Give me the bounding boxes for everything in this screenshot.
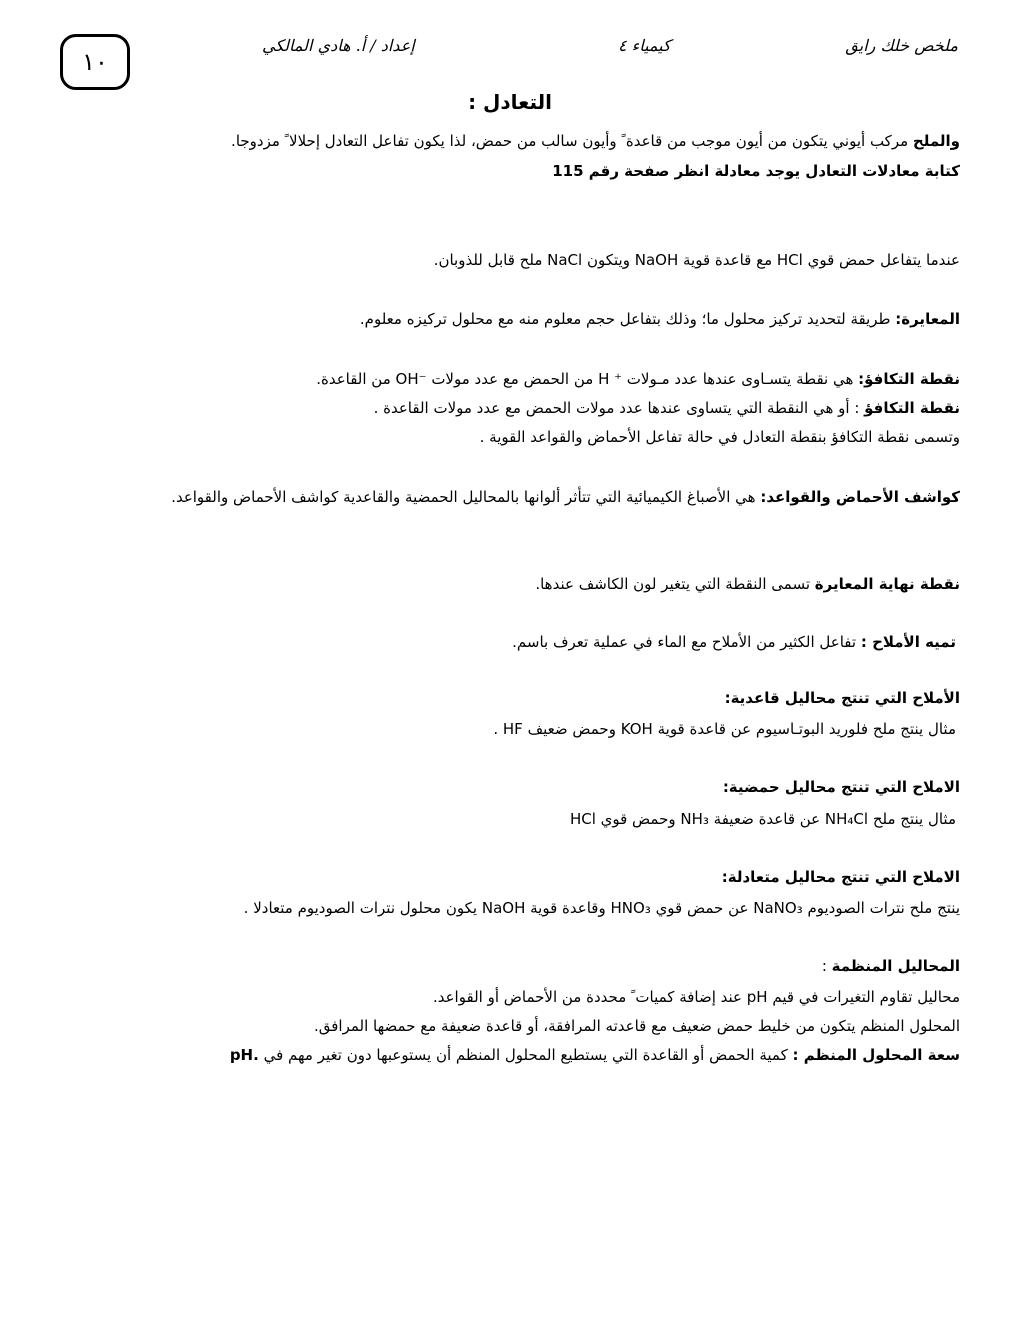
buffers-heading-line: [822, 955, 960, 977]
basic-salts-example: [493, 718, 956, 740]
buffer-capacity-definition: [230, 1044, 960, 1066]
hydrolysis-text: تفاعل الكثير من الأملاح مع الماء في عملية تعرف باسم.: [512, 633, 861, 651]
hydrolysis-definition: [512, 631, 956, 653]
acidic-salts-text-3: وحمض قوي: [595, 810, 681, 828]
equivalence-point-definition-1: [316, 368, 960, 390]
header-author: إعداد / أ. هادي المالكي: [262, 36, 415, 55]
equivalence-term-2: نقطة التكافؤ: [864, 399, 960, 417]
formula-ph-2: pH.: [229, 1046, 259, 1064]
indicators-text: هي الأصباغ الكيميائية التي تتأثر ألوانها بالمحاليل الحمضية والقاعدية كواشف الأحماض والقواعد.: [171, 488, 761, 506]
neutral-salts-heading: الاملاح التي تنتج محاليل متعادلة:: [721, 868, 960, 886]
indicators-definition: [100, 482, 960, 512]
hydrolysis-term: تميه الأملاح :: [860, 633, 956, 651]
example-text-2: مع قاعدة قوية: [678, 251, 777, 269]
indicators-term: كواشف الأحماض والقواعد:: [760, 488, 960, 506]
neutral-salts-text-4: يكون محلول نترات الصوديوم متعادلا .: [243, 899, 482, 917]
basic-salts-text-2: وحمض ضعيف: [522, 720, 621, 738]
formula-ph: pH: [746, 988, 768, 1006]
formula-nh3: NH₃: [680, 810, 709, 828]
acidic-salts-text-1: مثال ينتج ملح: [868, 810, 956, 828]
formula-nacl: NaCl: [547, 251, 583, 269]
buffers-text-2: عند إضافة كميات ً محددة من الأحماض أو القواعد.: [432, 988, 747, 1006]
formula-nano3: NaNO₃: [753, 899, 803, 917]
equivalence-note: وتسمى نقطة التكافؤ بنقطة التعادل في حالة تفاعل الأحماض والقواعد القوية .: [479, 428, 960, 446]
buffers-composition: المحلول المنظم يتكون من خليط حمض ضعيف مع قاعدته المرافقة، أو قاعدة ضعيفة مع حمضها المرافق.: [313, 1017, 960, 1035]
titration-text: طريقة لتحديد تركيز محلول ما؛ وذلك بتفاعل حجم معلوم منه مع محلول تركيزه معلوم.: [359, 310, 896, 328]
basic-salts-text-3: .: [493, 720, 503, 738]
page-title: التعادل :: [468, 90, 552, 114]
end-point-text: تسمى النقطة التي يتغير لون الكاشف عندها.: [535, 575, 815, 593]
page-number-badge: ١٠: [60, 34, 130, 90]
acidic-salts-text-2: عن قاعدة ضعيفة: [708, 810, 825, 828]
buffer-capacity-text: كمية الحمض أو القاعدة التي يستطيع المحلول المنظم أن يستوعبها دون تغير مهم في: [258, 1046, 793, 1064]
titration-definition: [360, 308, 960, 330]
formula-h-ion: H ⁺: [598, 370, 623, 388]
equivalence-text-1c: من القاعدة.: [316, 370, 396, 388]
formula-naoh: NaOH: [634, 251, 679, 269]
equivalence-term-1: نقطة التكافؤ:: [858, 370, 960, 388]
acidic-salts-example: [570, 808, 956, 830]
formula-oh-ion: OH⁻: [395, 370, 427, 388]
formula-nh4cl: NH₄Cl: [824, 810, 869, 828]
equivalence-point-definition-2: [374, 397, 960, 419]
equivalence-text-1a: هي نقطة يتسـاوى عندها عدد مـولات: [622, 370, 859, 388]
buffer-capacity-term: سعة المحلول المنظم :: [792, 1046, 960, 1064]
buffers-heading-colon: :: [821, 957, 832, 975]
salt-definition: [231, 130, 960, 152]
header-summary-title: ملخص خلك رايق: [845, 36, 958, 55]
buffers-heading: المحاليل المنظمة: [831, 957, 960, 975]
basic-salts-text-1: مثال ينتج ملح فلوريد البوتـاسيوم عن قاعدة قوية: [652, 720, 956, 738]
neutral-salts-text-3: وقاعدة قوية: [525, 899, 611, 917]
neutral-salts-text-1: ينتج ملح نترات الصوديوم: [802, 899, 960, 917]
basic-salts-heading: الأملاح التي تنتج محاليل قاعدية:: [724, 689, 960, 707]
buffers-definition: [433, 986, 960, 1008]
formula-koh: KOH: [620, 720, 653, 738]
salt-text: مركب أيوني يتكون من أيون موجب من قاعدة ً وأيون سالب من حمض، لذا يكون تفاعل التعادل إحلالا ً مزدوجا.: [231, 132, 913, 150]
neutralization-example: [434, 249, 960, 271]
equivalence-text-1b: من الحمض مع عدد مولات: [426, 370, 599, 388]
end-point-definition: [535, 573, 960, 595]
formula-hno3: HNO₃: [610, 899, 651, 917]
titration-term: المعايرة:: [895, 310, 960, 328]
formula-hf: HF: [502, 720, 523, 738]
end-point-term: نقطة نهاية المعايرة: [814, 575, 960, 593]
neutral-salts-example: [244, 897, 960, 919]
example-text-1: عندما يتفاعل حمض قوي: [802, 251, 960, 269]
formula-hcl-2: HCl: [569, 810, 596, 828]
acidic-salts-heading: الاملاح التي تنتج محاليل حمضية:: [722, 778, 960, 796]
neutral-salts-text-2: عن حمض قوي: [650, 899, 754, 917]
equivalence-text-2: : أو هي النقطة التي يتساوى عندها عدد مولات الحمض مع عدد مولات القاعدة .: [373, 399, 865, 417]
example-text-3: ويتكون: [582, 251, 635, 269]
equations-note: كتابة معادلات التعادل يوجد معادلة انظر صفحة رقم 115: [552, 162, 960, 180]
page-header: [0, 30, 1020, 70]
header-subject: كيمياء ٤: [618, 36, 671, 55]
example-text-4: ملح قابل للذوبان.: [433, 251, 548, 269]
buffers-text-1: محاليل تقاوم التغيرات في قيم: [767, 988, 960, 1006]
salt-term: والملح: [912, 132, 960, 150]
formula-naoh-2: NaOH: [481, 899, 526, 917]
formula-hcl: HCl: [776, 251, 803, 269]
